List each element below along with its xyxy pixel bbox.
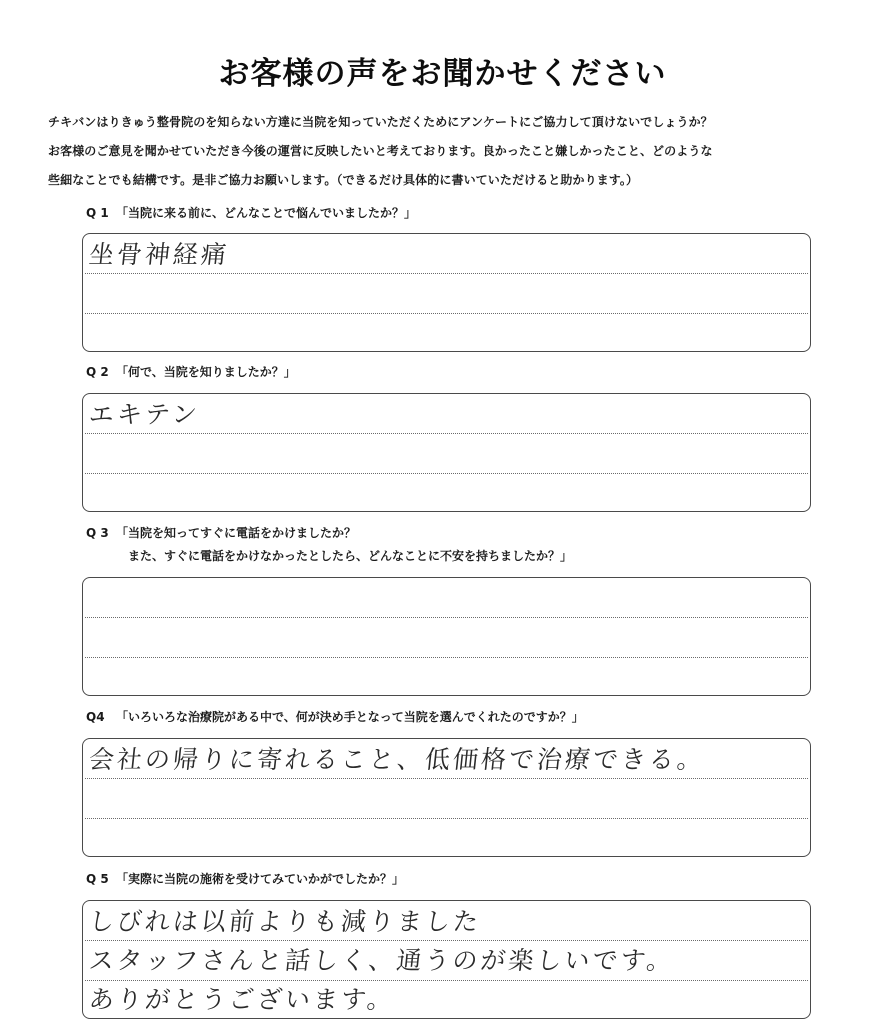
handwritten-answer: エキテン <box>87 400 202 429</box>
handwritten-answer: 会社の帰りに寄れること、低価格で治療できる。 <box>87 745 707 774</box>
question-number: Q4 <box>86 710 105 724</box>
dotted-rule <box>85 657 808 658</box>
handwritten-answer: しびれは以前よりも減りました <box>87 907 483 936</box>
question-text: 「当院を知ってすぐに電話をかけましたか？ <box>116 526 357 540</box>
answer-box-q4[interactable] <box>82 738 811 857</box>
question-4-label <box>86 708 584 726</box>
page-title: お客様の声をお聞かせください <box>218 56 667 92</box>
answer-box-q1[interactable] <box>82 233 811 352</box>
dotted-rule <box>85 473 808 474</box>
dotted-rule <box>85 273 808 274</box>
question-text: 「当院に来る前に、どんなことで悩んでいましたか？」 <box>116 206 417 220</box>
dotted-rule <box>85 940 808 941</box>
dotted-rule <box>85 433 808 434</box>
question-text: 「いろいろな治療院がある中で、何が決め手となって当院を選んでくれたのですか？」 <box>116 710 584 724</box>
question-3-label <box>86 524 356 542</box>
question-text: 「何で、当院を知りましたか？」 <box>116 365 296 379</box>
dotted-rule <box>85 980 808 981</box>
answer-box-q2[interactable] <box>82 393 811 512</box>
question-number: Q 2 <box>86 365 109 379</box>
question-2-label <box>86 363 296 381</box>
question-text-continued: また、すぐに電話をかけなかったとしたら、どんなことに不安を持ちましたか？」 <box>128 549 573 563</box>
question-text: 「実際に当院の施術を受けてみていかがでしたか？」 <box>116 872 405 886</box>
answer-box-q3[interactable] <box>82 577 811 696</box>
question-5-label <box>86 870 404 888</box>
intro-text <box>48 108 848 195</box>
question-1-label <box>86 204 416 222</box>
dotted-rule <box>85 778 808 779</box>
dotted-rule <box>85 818 808 819</box>
handwritten-answer: ありがとうございます。 <box>87 985 397 1014</box>
intro-line: 些細なことでも結構です。是非ご協力お願いします。（できるだけ具体的に書いていただけると助かります。） <box>48 173 639 187</box>
intro-line: チキバンはりきゅう整骨院のを知らない方達に当院を知っていただくためにアンケートにご協力して頂けないでしょうか？ <box>48 115 713 129</box>
handwritten-answer: スタッフさんと話しく、通うのが楽しいです。 <box>87 946 677 975</box>
dotted-rule <box>85 617 808 618</box>
question-number: Q 3 <box>86 526 109 540</box>
answer-box-q5[interactable] <box>82 900 811 1019</box>
question-3-label-continued <box>86 547 572 565</box>
intro-line: お客様のご意見を聞かせていただき今後の運営に反映したいと考えております。良かったこと嫌しかったこと、どのような <box>48 144 713 158</box>
dotted-rule <box>85 313 808 314</box>
handwritten-answer: 坐骨神経痛 <box>87 240 231 269</box>
question-number: Q 1 <box>86 206 109 220</box>
question-number: Q 5 <box>86 872 109 886</box>
